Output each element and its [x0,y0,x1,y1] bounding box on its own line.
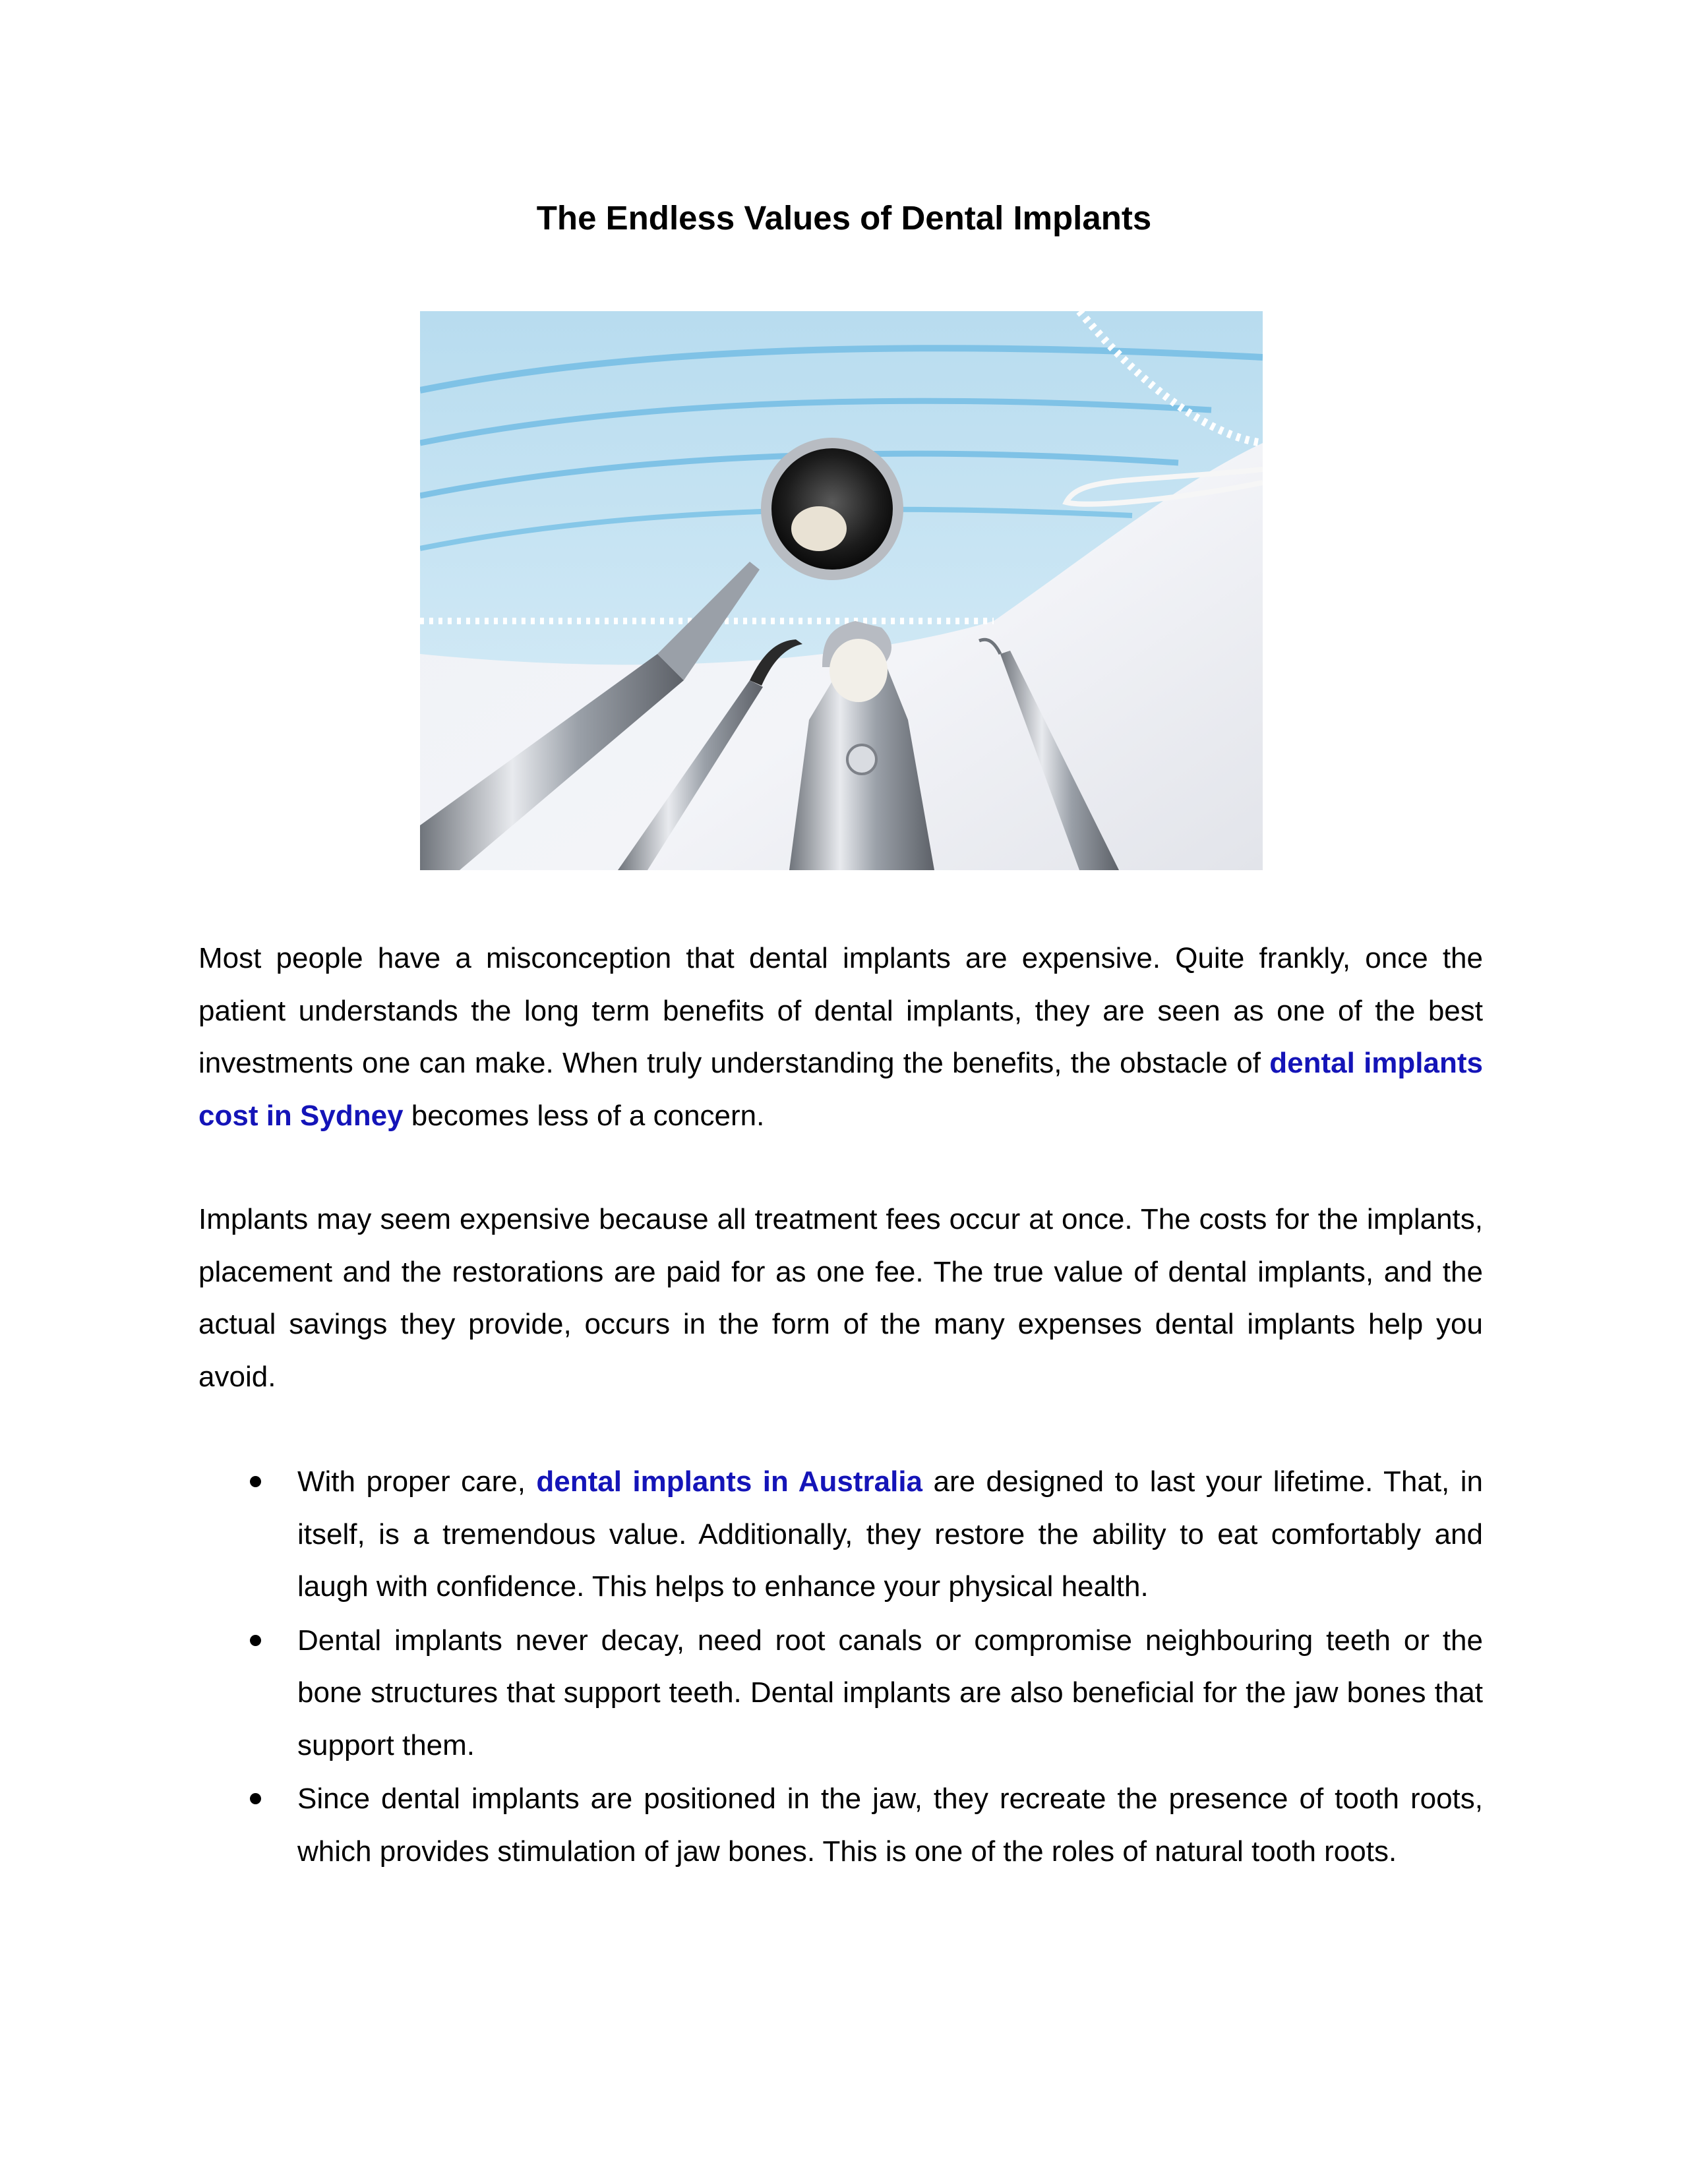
benefits-list [198,1456,1483,1879]
paragraph-intro [198,932,1483,1142]
paragraph-cost: Implants may seem expensive because all treatment fees occur at once. The costs for the implants, placement and the restorations are paid for as one fee. The true value of dental implants, and the actual savings they provide, occurs in the form of the many expenses dental implants help you avoid. [198,1203,1483,1393]
document-title: The Endless Values of Dental Implants [536,199,1152,237]
list-item [198,1456,1483,1613]
list-item-text-after: are designed to last your lifetime. That, in itself, is a tremendous value. Additionally, they restore the ability to eat comfortably and laugh with confidence. This helps to enhance your physical health. [297,1465,1483,1603]
paragraph-intro-text-before: Most people have a misconception that dental implants are expensive. Quite frankly, once the patient understands the long term benefits of dental implants, they are seen as one of the best investments one can make. When truly understanding the benefits, the obstacle of [198,942,1483,1079]
list-item-text: Since dental implants are positioned in the jaw, they recreate the presence of tooth roots, which provides stimulation of jaw bones. This is one of the roles of natural tooth roots. [297,1783,1483,1868]
bullet-dot-icon [250,1476,261,1487]
bullet-dot-icon [250,1793,261,1804]
dental-implants-cost-sydney-link[interactable]: dental implants cost in Sydney [198,1047,1484,1132]
list-item [198,1773,1483,1877]
list-item [198,1614,1483,1772]
paragraph-intro-text-after: becomes less of a concern. [403,1099,765,1132]
bullet-dot-icon [250,1635,261,1646]
list-item-text: Dental implants never decay, need root canals or compromise neighbouring teeth or the bone structures that support teeth. Dental implants are also beneficial for the jaw bones that support them. [297,1624,1483,1761]
list-item-text-before: With proper care, [297,1465,537,1498]
dental-tools-photo [420,311,1263,870]
dental-implants-australia-link[interactable]: dental implants in Australia [536,1465,923,1498]
